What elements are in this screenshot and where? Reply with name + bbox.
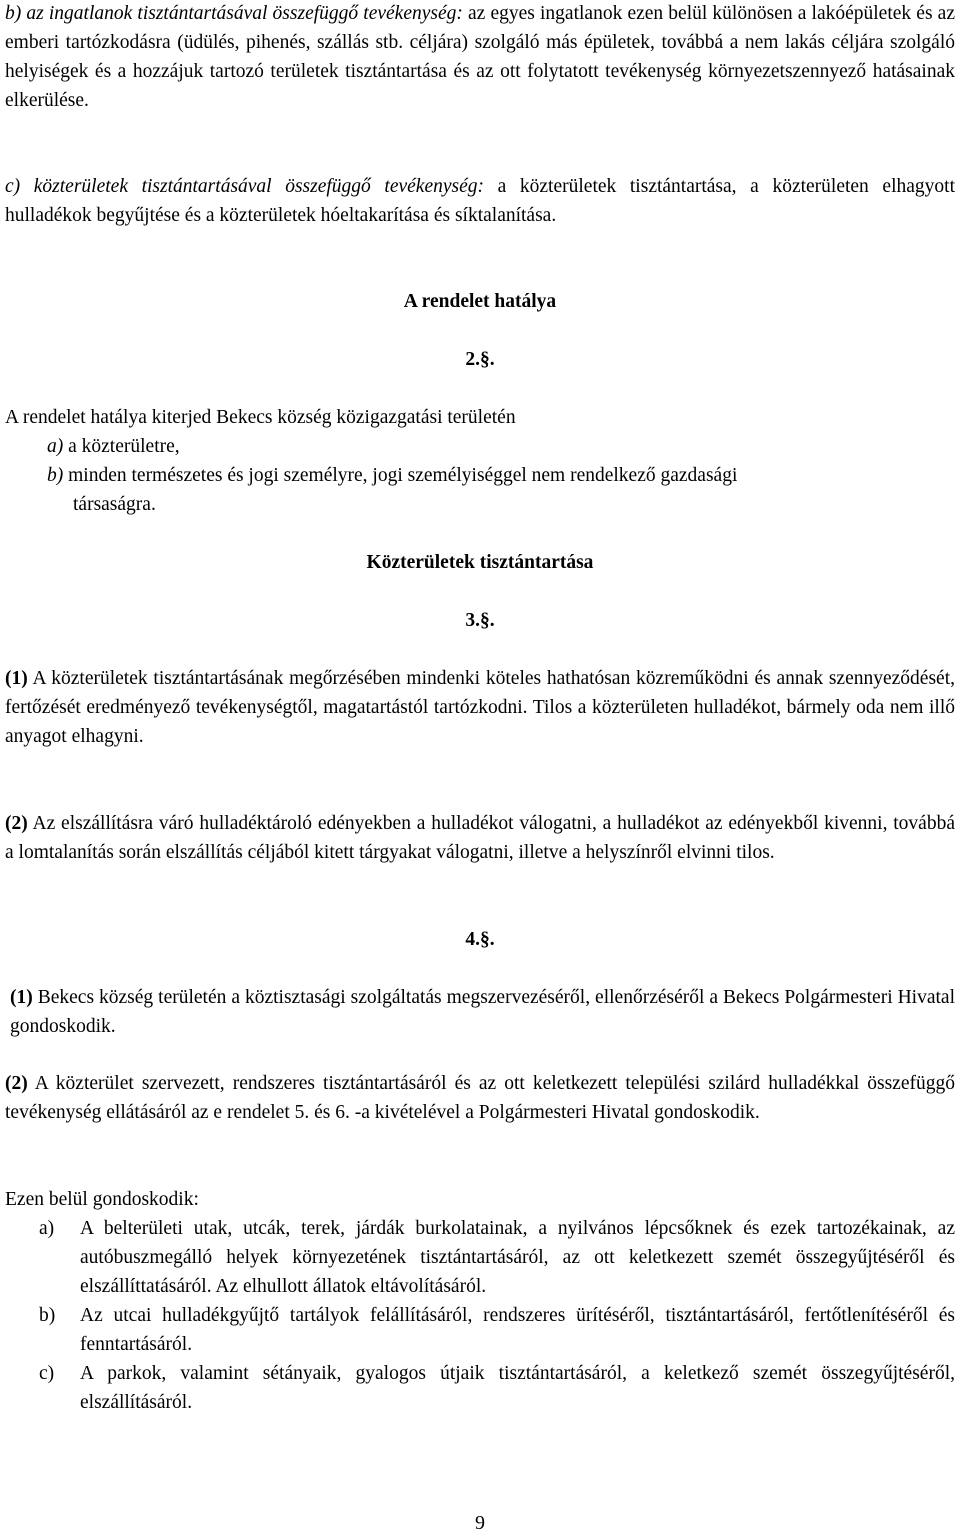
paragraph-c-text: a közterületek tisztántartása, a közterületen elhagyott hulladékok begyűjtése és a közterületek hóeltakarítása és síktalanítása. [5, 176, 955, 226]
section-4-paragraph-1-text: Bekecs község területén a köztisztasági szolgáltatás megszervezéséről, ellenőrzéséről a Bekecs Polgármesteri Hivatal gondoskodik. [10, 987, 955, 1037]
section-3-paragraph-2 [5, 809, 955, 867]
list-item-text: A belterületi utak, utcák, terek, járdák burkolatainak, a nyilvános lépcsőknek és ezek tartozékainak, az autóbuszmegálló helyek környezetének tisztántartásáról, az ott keletkezett szemét összegyűjtéséről és elszállíttatásáról. Az elhullott állatok eltávolításáról. [80, 1218, 955, 1297]
section-3-paragraph-1-number: (1) [5, 668, 28, 689]
section-heading-kozteruletek: Közterületek tisztántartása [366, 552, 594, 573]
list-item-marker: b) [39, 1305, 56, 1326]
section-4-paragraph-2-text: A közterület szervezett, rendszeres tisztántartásáról és az ott keletkezett települési szilárd hulladékkal összefüggő tevékenység ellátásáról az e rendelet 5. és 6. -a kivételével a Polgármesteri Hivatal gondoskodik. [5, 1073, 955, 1123]
list-item-text: A parkok, valamint sétányaik, gyalogos útjaik tisztántartásáról, a keletkező szemét összegyűjtéséről, elszállításáról. [80, 1363, 955, 1413]
section-2-item-b-continuation: társaságra. [73, 494, 156, 515]
section-4-paragraph-2-number: (2) [5, 1073, 28, 1094]
paragraph-b-text: az egyes ingatlanok ezen belül különösen a lakóépületek és az emberi tartózkodásra (üdülés, pihenés, szállás stb. céljára) szolgáló más épületek, továbbá a nem lakás céljára szolgáló helyiségek és a hozzájuk tartozó területek tisztántartása és az ott folytatott tevékenység környezetszennyező hatásainak elkerülése. [5, 3, 955, 111]
section-2-intro: A rendelet hatálya kiterjed Bekecs község közigazgatási területén [5, 407, 516, 428]
paragraph-c-label: c) közterületek tisztántartásával összefüggő tevékenység: [5, 176, 485, 197]
section-3-paragraph-1 [5, 664, 955, 751]
section-2-item-a [5, 432, 955, 461]
section-heading-hatalya: A rendelet hatálya [403, 291, 557, 312]
section-4-paragraph-1-number: (1) [10, 987, 33, 1008]
page-number: 9 [475, 1512, 485, 1534]
list-item-marker: c) [39, 1363, 55, 1384]
paragraph-c [5, 172, 955, 230]
section-4-list [5, 1185, 955, 1417]
section-3-paragraph-1-text: A közterületek tisztántartásának megőrzésében mindenki köteles hathatósan közreműködni és annak szennyeződését, fertőzését eredményező tevékenységtől, magatartástól tartózkodni. Tilos a közterületen hulladékot, bármely oda nem illő anyagot elhagyni. [5, 668, 955, 747]
section-2-item-a-label: a) [47, 436, 64, 457]
section-4-paragraph-1 [5, 983, 955, 1041]
list-item [5, 1214, 955, 1301]
section-2-body [5, 403, 955, 519]
section-number-2: 2.§. [465, 349, 495, 370]
section-4-paragraph-2 [5, 1069, 955, 1127]
section-number-3: 3.§. [465, 610, 495, 631]
section-2-item-b-text: minden természetes és jogi személyre, jogi személyiséggel nem rendelkező gazdasági [63, 465, 738, 486]
list-item-text: Az utcai hulladékgyűjtő tartályok felállításáról, rendszeres ürítéséről, tisztántartásáról, fertőtlenítéséről és fenntartásáról. [80, 1305, 955, 1355]
list-item [5, 1359, 955, 1417]
section-3-paragraph-2-number: (2) [5, 813, 28, 834]
section-number-4: 4.§. [465, 929, 495, 950]
section-2-item-a-text: a közterületre, [63, 436, 180, 457]
section-4-list-intro: Ezen belül gondoskodik: [5, 1189, 199, 1210]
paragraph-b-label: b) az ingatlanok tisztántartásával összefüggő tevékenység: [5, 3, 463, 24]
section-3-paragraph-2-text: Az elszállításra váró hulladéktároló edényekben a hulladékot válogatni, a hulladékot az edényekből kivenni, továbbá a lomtalanítás során elszállítás céljából kitett tárgyakat válogatni, illetve a helyszínről elvinni tilos. [5, 813, 955, 863]
section-2-item-b [5, 461, 955, 490]
list-item-marker: a) [39, 1218, 55, 1239]
section-2-item-b-label: b) [47, 465, 64, 486]
list-item [5, 1301, 955, 1359]
paragraph-b [5, 0, 955, 115]
